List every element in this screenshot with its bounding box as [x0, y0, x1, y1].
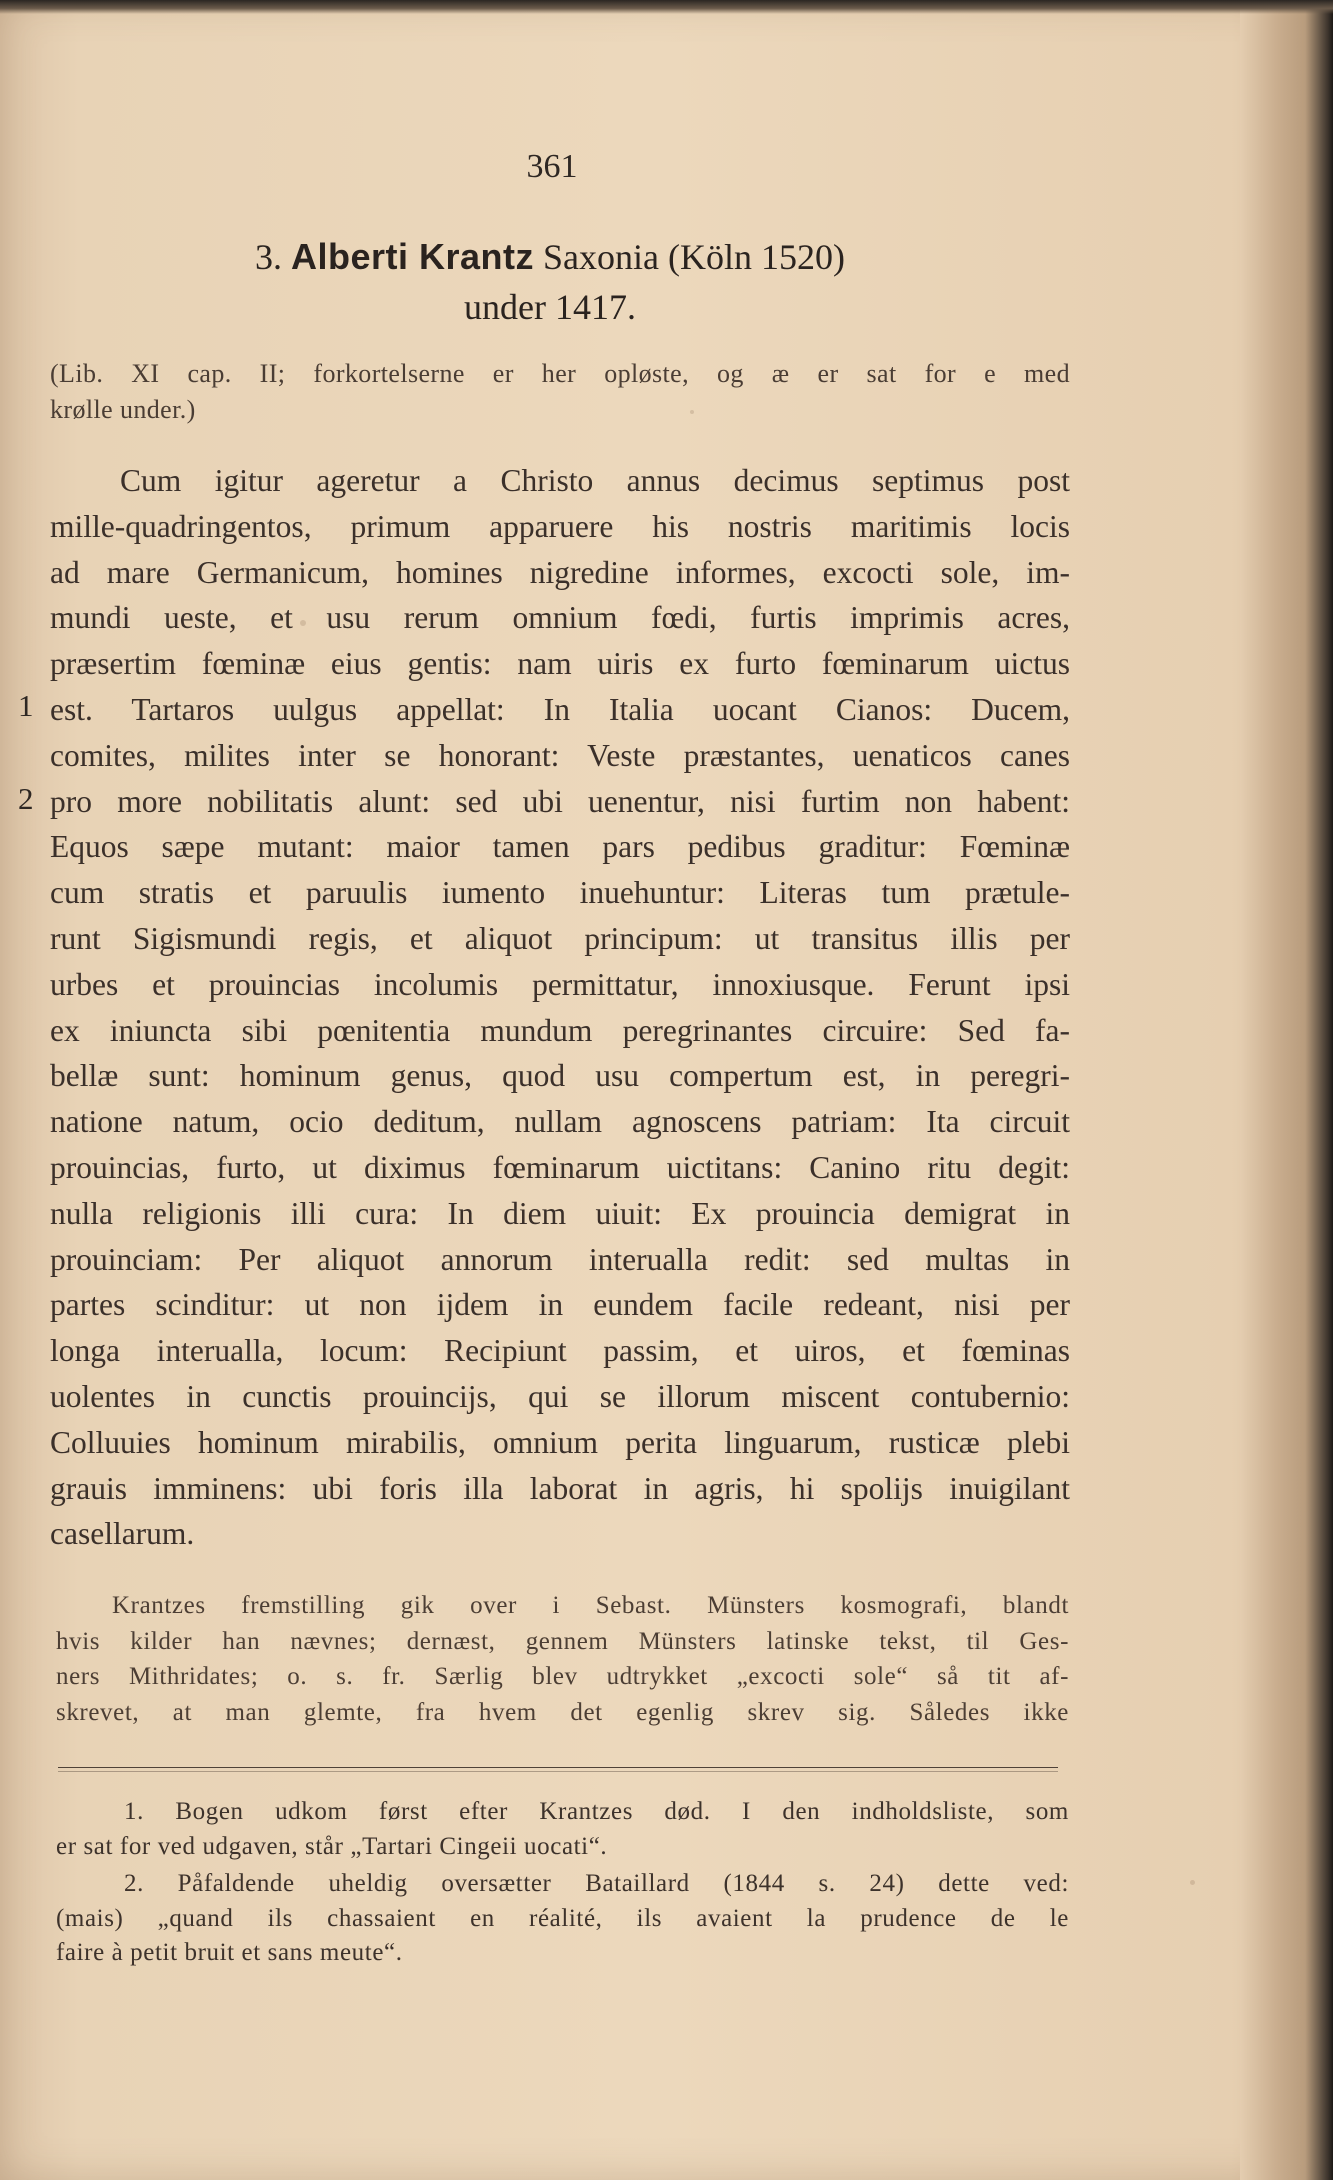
footnote-line	[56, 1795, 1069, 1830]
source-note	[50, 356, 1070, 428]
section-heading	[180, 232, 920, 332]
page-top-edge	[0, 0, 1333, 14]
source-note-line: krølle under.)	[50, 395, 196, 424]
footnote-number: 1.	[124, 1798, 144, 1825]
text-line: comites, milites inter se honorant: Veste præstantes, uenaticos canes	[50, 737, 1070, 773]
text-line: urbes et prouincias incolumis permittatur, innoxiusque. Ferunt ipsi	[50, 966, 1070, 1002]
text-line: natione natum, ocio deditum, nullam agnoscens patriam: Ita circuit	[50, 1104, 1070, 1140]
text-line: præsertim fœminæ eius gentis: nam uiris ex furto fœminarum uictus	[50, 646, 1070, 682]
footnote	[56, 1867, 1069, 1971]
paper-spot	[1190, 1880, 1195, 1885]
author-name: Alberti Krantz	[291, 236, 535, 277]
text-line: runt Sigismundi regis, et aliquot principum: ut transitus illis per	[50, 920, 1070, 956]
text-line: est. Tartaros uulgus appellat: In Italia uocant Cianos: Ducem,	[50, 691, 1070, 727]
footnote	[56, 1795, 1069, 1864]
text-line: uolentes in cunctis prouincijs, qui se illorum miscent contubernio:	[50, 1378, 1070, 1414]
text-line: partes scinditur: ut non ijdem in eundem facile redeant, nisi per	[50, 1287, 1070, 1323]
text-line: Equos sæpe mutant: maior tamen pars pedibus graditur: Fœminæ	[50, 829, 1070, 865]
text-line: longa interualla, locum: Recipiunt passim, et uiros, et fœminas	[50, 1333, 1070, 1369]
text-line: casellarum.	[50, 1516, 195, 1552]
text-line: cum stratis et paruulis iumento inuehuntur: Literas tum prætule-	[50, 875, 1070, 911]
text-line: bellæ sunt: hominum genus, quod usu compertum est, in peregri-	[50, 1058, 1070, 1094]
source-note-line: (Lib. XI cap. II; forkortelserne er her opløste, og æ er sat for e med	[50, 359, 1070, 388]
commentary-line: skrevet, at man glemte, fra hvem det egenlig skrev sig. Således ikke	[56, 1698, 1069, 1726]
text-line: pro more nobilitatis alunt: sed ubi uenentur, nisi furtim non habent:	[50, 783, 1070, 819]
text-line: mille-quadringentos, primum apparuere his nostris maritimis locis	[50, 508, 1070, 544]
edition-info: (Köln 1520)	[668, 237, 845, 277]
footnote-line: faire à petit bruit et sans meute“.	[56, 1939, 403, 1966]
text-line: ad mare Germanicum, homines nigredine informes, excocti sole, im-	[50, 554, 1070, 590]
page-number: 361	[526, 148, 578, 185]
text-line: grauis imminens: ubi foris illa laborat in agris, hi spolijs inuigilant	[50, 1470, 1070, 1506]
margin-note-number: 2	[18, 781, 34, 816]
text-line: nulla religionis illi cura: In diem uiuit: Ex prouincia demigrat in	[50, 1195, 1070, 1231]
footnotes	[56, 1795, 1069, 1971]
text-line: Cum igitur ageretur a Christo annus decimus septimus post	[120, 463, 1070, 498]
margin-note-number: 1	[18, 688, 34, 723]
text-line: ex iniuncta sibi pœnitentia mundum peregrinantes circuire: Sed fa-	[50, 1012, 1070, 1048]
footnote-text: Påfaldende uheldig oversætter Bataillard (1844 s. 24) dette ved:	[177, 1870, 1069, 1897]
text-line: prouincias, furto, ut diximus fœminarum uictitans: Canino ritu degit:	[50, 1149, 1070, 1185]
footnote-line	[56, 1867, 1069, 1902]
book-gutter	[1240, 0, 1333, 2180]
text-line: prouinciam: Per aliquot annorum interualla redit: sed multas in	[50, 1241, 1070, 1277]
footnote-text: Bogen udkom først efter Krantzes død. I den indholdsliste, som	[175, 1798, 1069, 1825]
footnote-line: er sat for ved udgaven, står „Tartari Cingeii uocati“.	[56, 1832, 608, 1860]
footnote-line: (mais) „quand ils chassaient en réalité, ils avaient la prudence de le	[56, 1904, 1069, 1932]
commentary-paragraph	[56, 1588, 1069, 1730]
heading-line-1	[180, 232, 920, 282]
text-line: mundi ueste, et usu rerum omnium fœdi, furtis imprimis acres,	[50, 600, 1070, 636]
footnote-number: 2.	[124, 1870, 144, 1897]
commentary-line: hvis kilder han nævnes; dernæst, gennem Münsters latinske tekst, til Ges-	[56, 1627, 1069, 1655]
commentary-line: Krantzes fremstilling gik over i Sebast. Münsters kosmografi, blandt	[112, 1592, 1069, 1619]
heading-subtitle: under 1417.	[464, 287, 636, 327]
commentary-line: ners Mithridates; o. s. fr. Særlig blev udtrykket „excocti sole“ så tit af-	[56, 1663, 1069, 1690]
footnote-separator	[58, 1767, 1058, 1768]
main-latin-text	[50, 458, 1070, 1557]
footnote-separator-shadow	[58, 1771, 1058, 1772]
text-line: Colluuies hominum mirabilis, omnium perita linguarum, rusticæ plebi	[50, 1424, 1070, 1460]
section-number: 3.	[255, 237, 282, 277]
work-title: Saxonia	[543, 237, 660, 277]
